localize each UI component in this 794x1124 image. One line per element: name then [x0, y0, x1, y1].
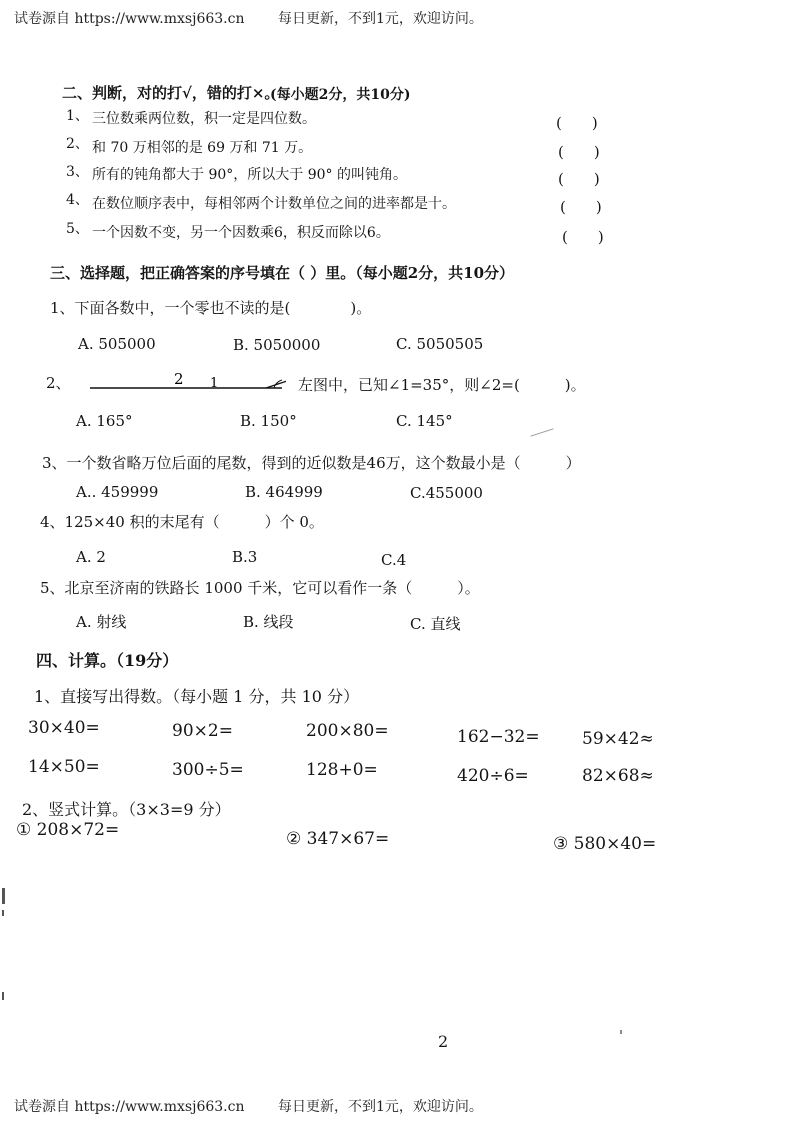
judge-item-1-answer[interactable]: ( )	[556, 114, 598, 132]
section3-title: 三、选择题，把正确答案的序号填在（ ）里。（每小题2分，共10分）	[50, 264, 515, 282]
judge-item-2-answer[interactable]: ( )	[558, 143, 600, 161]
footer-promo: 每日更新，不到1元，欢迎访问。	[278, 1099, 483, 1115]
header-source: 试卷源自 https://www.mxsj663.cn	[14, 11, 245, 27]
header-promo: 每日更新，不到1元，欢迎访问。	[278, 11, 483, 27]
scan-speck	[620, 1030, 622, 1034]
scan-speck	[2, 888, 5, 904]
judge-item-4-answer[interactable]: ( )	[560, 198, 602, 216]
mental-r2-c2: 300÷5=	[172, 760, 244, 780]
mental-r1-c3: 200×80=	[306, 721, 389, 741]
mental-r2-c3: 128+0=	[306, 760, 378, 780]
choice-q4-option-a[interactable]: A. 2	[76, 548, 106, 566]
judge-item-4-text: 在数位顺序表中，每相邻两个计数单位之间的进率都是十。	[92, 196, 456, 212]
angle-diagram	[86, 360, 286, 396]
choice-q3-option-a[interactable]: A.. 459999	[76, 483, 159, 501]
section4-sub1: 1、直接写出得数。（每小题 1 分，共 10 分）	[34, 687, 360, 706]
choice-q1-option-b[interactable]: B. 5050000	[233, 336, 321, 354]
choice-q4-option-b[interactable]: B.3	[232, 548, 258, 566]
choice-q2-stem: 左图中，已知∠1=35°，则∠2=( )。	[298, 376, 586, 394]
scan-speck	[530, 428, 553, 436]
judge-item-2-text: 和 70 万相邻的是 69 万和 71 万。	[92, 140, 313, 156]
choice-q1-option-c[interactable]: C. 5050505	[396, 335, 484, 353]
angle-label-1: 1	[210, 376, 219, 391]
mental-r1-c2: 90×2=	[172, 721, 233, 741]
page-number: 2	[438, 1032, 449, 1051]
mental-r2-c4: 420÷6=	[457, 766, 529, 786]
choice-q2-option-a[interactable]: A. 165°	[76, 412, 133, 430]
choice-q5-option-c[interactable]: C. 直线	[410, 615, 461, 633]
mental-r1-c1: 30×40=	[28, 718, 100, 738]
judge-item-1-num: 1、	[66, 108, 89, 124]
section4-sub2: 2、竖式计算。（3×3=9 分）	[22, 800, 231, 819]
vertical-calc-3: ③ 580×40=	[553, 834, 657, 854]
choice-q1-stem: 1、下面各数中，一个零也不读的是( )。	[50, 299, 372, 317]
mental-r2-c1: 14×50=	[28, 757, 100, 777]
choice-q3-option-c[interactable]: C.455000	[410, 484, 483, 502]
judge-item-5-text: 一个因数不变，另一个因数乘6，积反而除以6。	[92, 225, 390, 241]
judge-item-1-text: 三位数乘两位数，积一定是四位数。	[92, 111, 316, 127]
choice-q5-stem: 5、北京至济南的铁路长 1000 千米，它可以看作一条（ ）。	[40, 579, 480, 597]
choice-q4-option-c[interactable]: C.4	[381, 551, 407, 569]
choice-q5-option-a[interactable]: A. 射线	[76, 613, 127, 631]
vertical-calc-2: ② 347×67=	[286, 829, 390, 849]
judge-item-5-num: 5、	[66, 221, 89, 237]
choice-q2-num: 2、	[46, 374, 71, 392]
footer-source: 试卷源自 https://www.mxsj663.cn	[14, 1099, 245, 1115]
mental-r2-c5: 82×68≈	[582, 766, 654, 786]
mental-r1-c4: 162−32=	[457, 727, 540, 747]
angle-label-2: 2	[174, 370, 184, 388]
judge-item-3-num: 3、	[66, 164, 89, 180]
choice-q1-option-a[interactable]: A. 505000	[78, 335, 156, 353]
section4-title: 四、计算。（19分）	[36, 651, 179, 670]
judge-item-3-text: 所有的钝角都大于 90°，所以大于 90° 的叫钝角。	[92, 167, 407, 183]
choice-q2-option-b[interactable]: B. 150°	[240, 412, 297, 430]
choice-q5-option-b[interactable]: B. 线段	[243, 613, 294, 631]
judge-item-5-answer[interactable]: ( )	[562, 228, 604, 246]
scan-speck	[2, 910, 4, 916]
judge-item-4-num: 4、	[66, 192, 89, 208]
choice-q3-option-b[interactable]: B. 464999	[245, 483, 323, 501]
section2-score: (每小题2分，共10分)	[270, 87, 411, 103]
choice-q3-stem: 3、一个数省略万位后面的尾数，得到的近似数是46万，这个数最小是（ ）	[42, 454, 581, 472]
choice-q2-option-c[interactable]: C. 145°	[396, 412, 453, 430]
judge-item-2-num: 2、	[66, 136, 89, 152]
mental-r1-c5: 59×42≈	[582, 729, 654, 749]
vertical-calc-1: ① 208×72=	[16, 820, 120, 840]
choice-q4-stem: 4、125×40 积的末尾有（ ）个 0。	[40, 513, 324, 531]
scan-speck	[2, 992, 4, 1000]
section2-title: 二、判断，对的打√，错的打×。	[62, 84, 280, 102]
judge-item-3-answer[interactable]: ( )	[558, 170, 600, 188]
